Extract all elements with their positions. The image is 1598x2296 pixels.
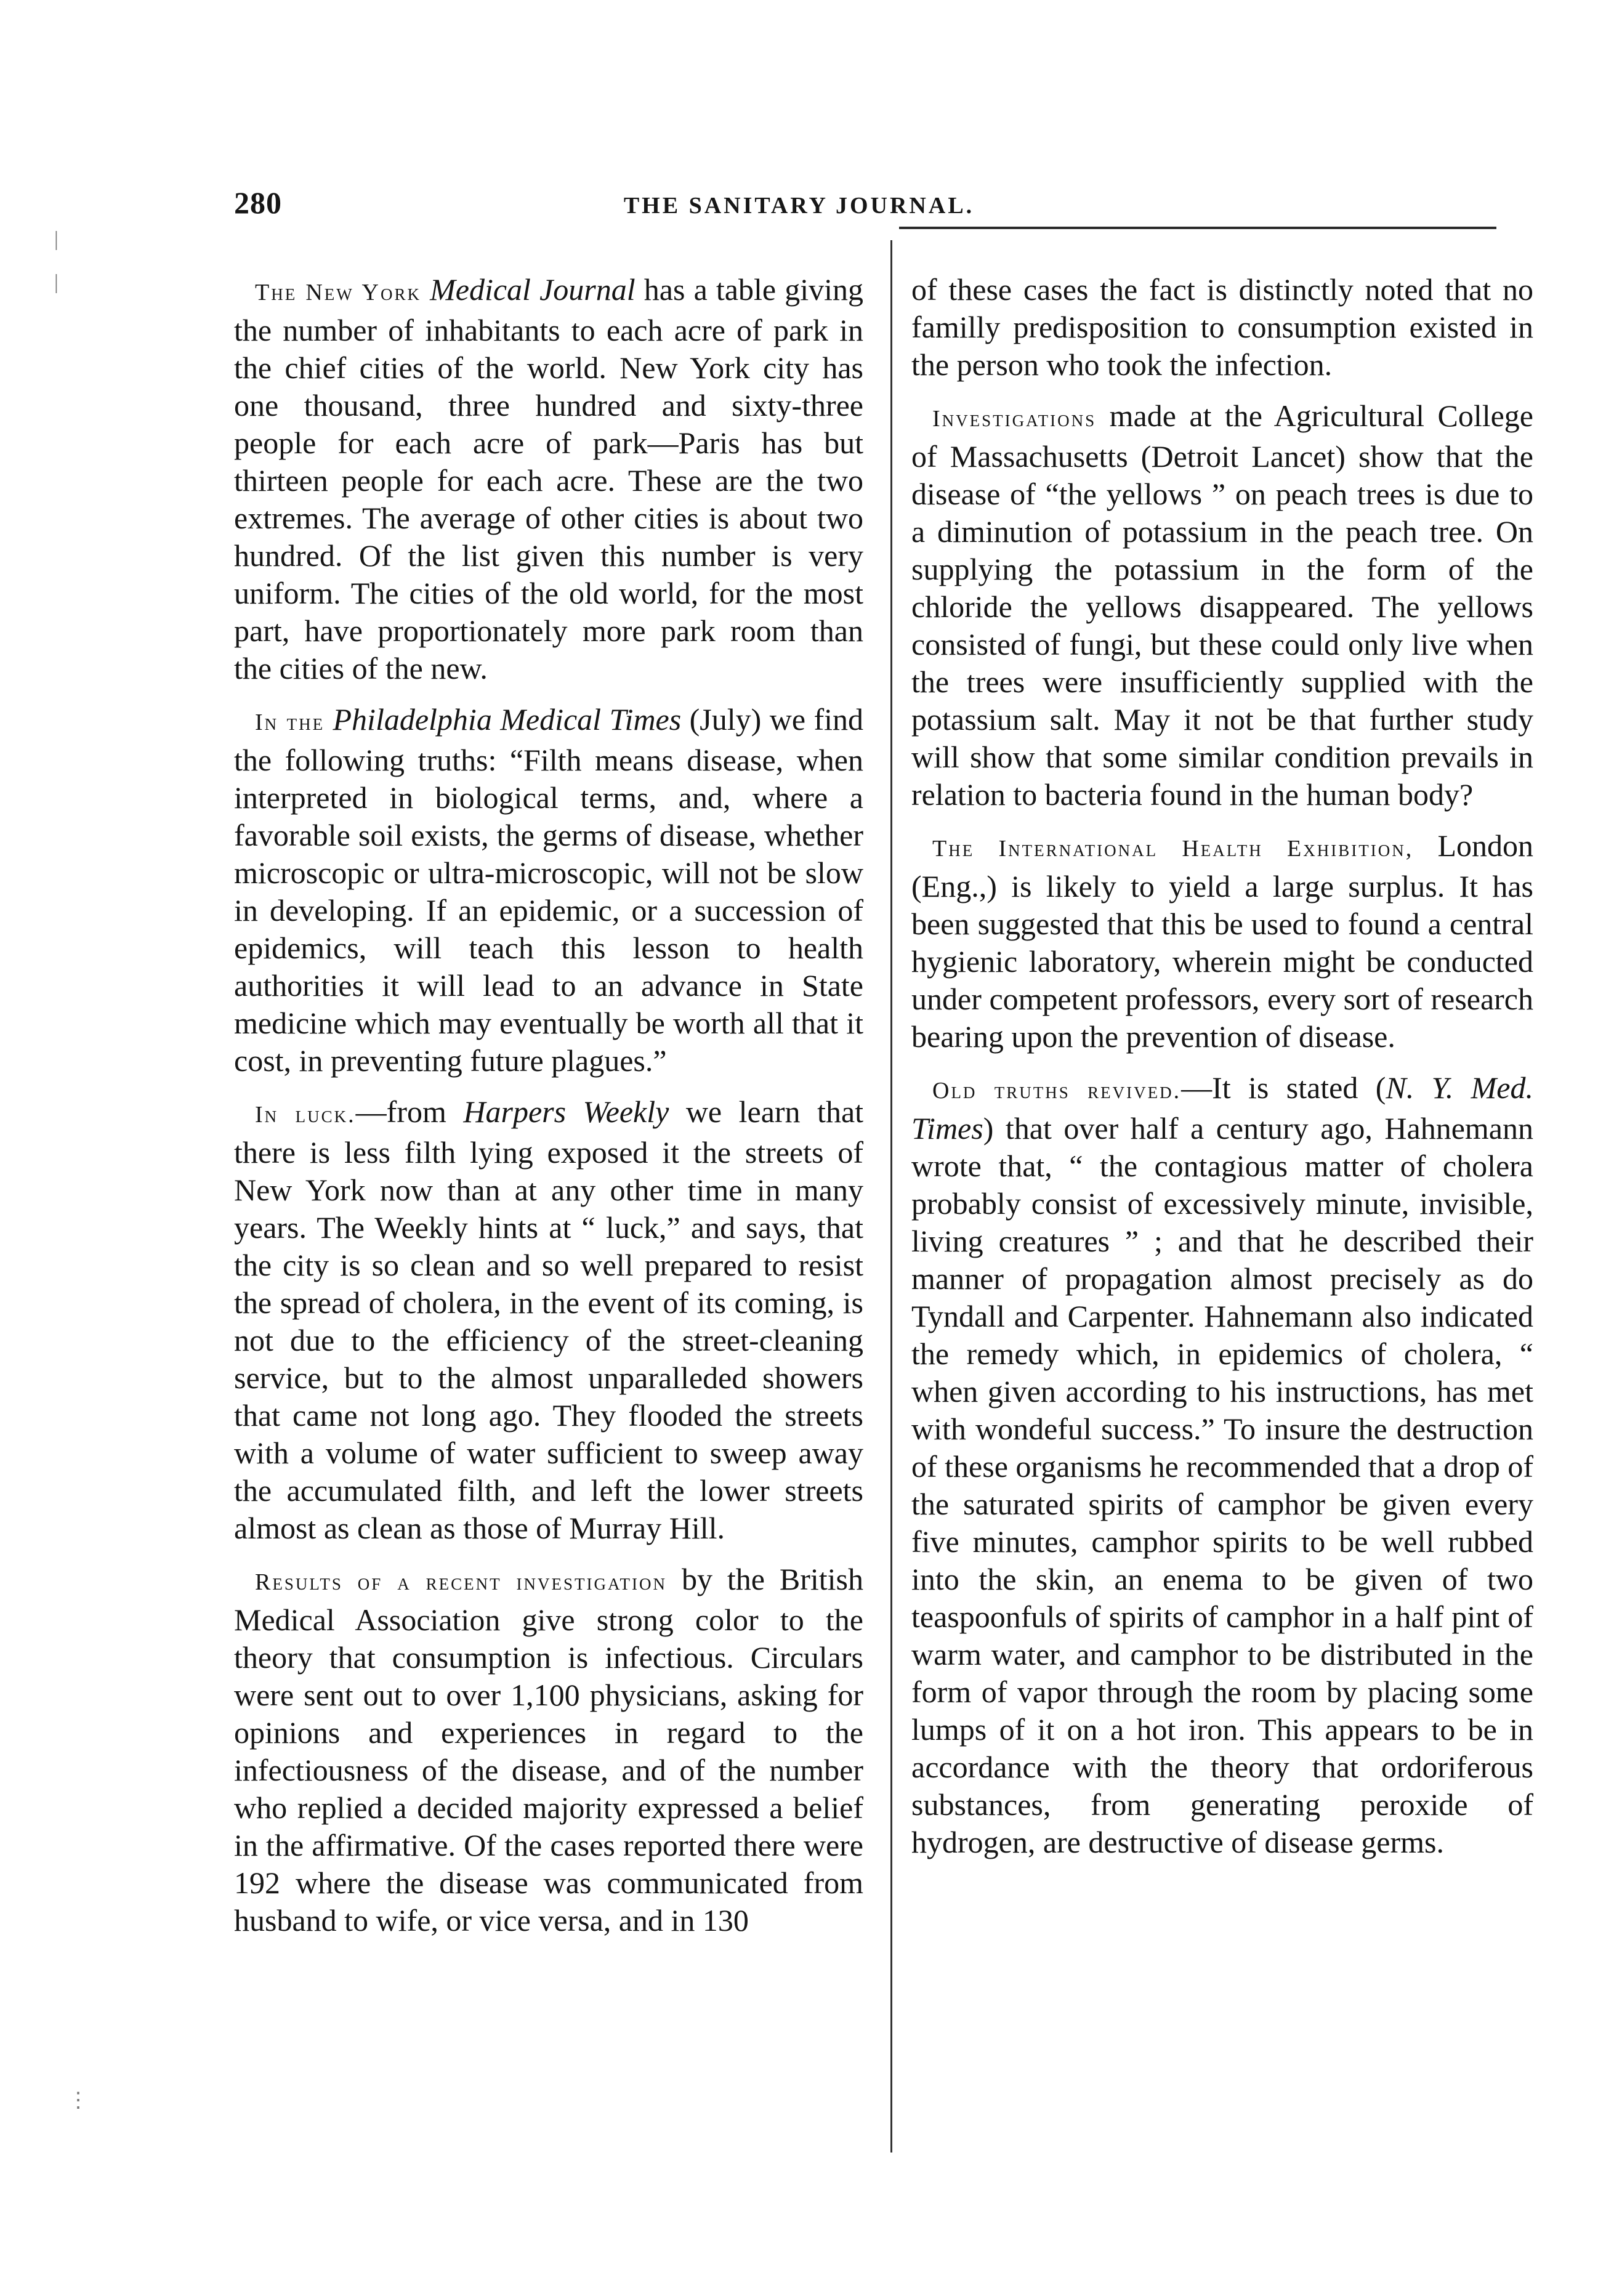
journal-title: N. Y. Med. Times — [911, 1070, 1533, 1146]
paragraph-lead: In luck. — [255, 1102, 356, 1128]
paragraph-lead: Old truths revived. — [932, 1078, 1182, 1104]
journal-title: Harpers Weekly — [463, 1094, 669, 1129]
right-column — [911, 271, 1533, 1875]
paragraph-in-luck — [234, 1093, 863, 1547]
column-divider — [890, 240, 892, 2152]
paragraph-lead: The International Health Exhibition, — [932, 836, 1414, 862]
paragraph-text: of these cases the fact is distinctly noted that no familly predisposition to consumption existed in the person who took the infection. — [911, 272, 1533, 382]
paragraph-park-inhabitants — [234, 271, 863, 687]
paragraph-continuation — [911, 271, 1533, 384]
paragraph-text: we learn that there is less filth lying exposed it the streets of New York now than at any other time in many years. The Weekly hints at “ luck,” and says, that the city is so clean and so well prepared to resist the spread of cholera, in the event of its coming, is not due to the efficiency of the street-cleaning service, but to the almost unparalleded showers that came not long ago. They flooded the streets with a volume of water sufficient to sweep away the accumulated filth, and left the lower streets almost as clean as those of Murray Hill. — [234, 1094, 864, 1545]
paragraph-text: by the British Medical Association give strong color to the theory that consumption is infectious. Circulars were sent out to over 1,100 physicians, asking for opinions and experiences in regard to the infectiousness of the disease, and of the number who replied a decided majority expressed a belief in the affirmative. Of the cases reported there were 192 where the disease was communicated from husband to wife, or vice versa, and in 130 — [234, 1562, 864, 1938]
margin-tick: | — [54, 228, 59, 251]
journal-title: Medical Journal — [430, 272, 636, 307]
header-rule — [899, 227, 1496, 229]
paragraph-old-truths — [911, 1069, 1533, 1861]
margin-tick: | — [54, 271, 59, 294]
paragraph-intro: —It is stated ( — [1181, 1070, 1386, 1105]
paragraph-intro: —from — [355, 1094, 446, 1129]
page-number: 280 — [234, 185, 282, 220]
paragraph-peach-yellows — [911, 397, 1533, 814]
paragraph-text: made at the Agricultural College of Massachusetts (Detroit Lancet) show that the disease of “the yellows ” on peach trees is due to a diminution of potassium in the peach tree. On supplying the potassium in the form of the chloride the yellows disappeared. The yellows consisted of fungi, but these could only live when the trees were insufficiently supplied with the potassium salt. May it not be that further study will show that some similar condition prevails in relation to bacteria found in the human body? — [911, 398, 1533, 812]
paragraph-text: London (Eng.,) is likely to yield a large surplus. It has been suggested that this be used to found a central hygienic laboratory, wherein might be conducted under competent professors, every sort of research bearing upon the prevention of disease. — [911, 828, 1533, 1054]
left-column — [234, 271, 863, 1953]
paragraph-text: has a table giving the number of inhabitants to each acre of park in the chief cities of the world. New York city has one thousand, three hundred and sixty-three people for each acre of park—Paris has but thirteen people for each acre. These are the two extremes. The average of other cities is about two hundred. Of the list given this number is very uniform. The cities of the old world, for the most part, have proportionately more park room than the cities of the new. — [234, 272, 864, 685]
paragraph-filth-disease — [234, 701, 863, 1080]
paragraph-lead: Investigations — [932, 406, 1097, 432]
paragraph-lead: Results of a recent investigation — [255, 1569, 668, 1595]
journal-title: Philadelphia Medical Times — [333, 702, 682, 737]
margin-tick: ⋮ — [68, 2089, 89, 2112]
paragraph-lead: In the — [255, 709, 325, 735]
paragraph-text: (July) we find the following truths: “Filth means disease, when interpreted in biological terms, and, where a favorable soil exists, the germs of disease, whether microscopic or ultra-microscopic, will not be slow in developing. If an epidemic, or a succession of epidemics, will teach this lesson to health authorities it will lead to an advance in State medicine which may eventually be worth all that it cost, in preventing future plagues.” — [234, 702, 863, 1078]
paragraph-consumption-investigation — [234, 1561, 863, 1939]
paragraph-text: ) that over half a century ago, Hahnemann wrote that, “ the contagious matter of cholera probably consist of excessively minute, invisible, living creatures ” ; and that he described their manner of propagation almost precisely as do Tyndall and Carpenter. Hahnemann also indicated the remedy which, in epidemics of cholera, “ when given according to his instructions, has met with wondeful success.” To insure the destruction of these organisms he recommended that a drop of the saturated spirits of camphor be given every five minutes, camphor spirits to be well rubbed into the skin, an enema to be given of two teaspoonfuls of spirits of camphor in a half pint of warm water, and camphor to be distributed in the form of vapor through the room by placing some lumps of it on a hot iron. This appears to be in accordance with the theory that ordoriferous substances, from generating peroxide of hydrogen, are destructive of disease germs. — [911, 1111, 1533, 1859]
paragraph-health-exhibition — [911, 827, 1533, 1056]
paragraph-lead: The New York — [255, 280, 421, 305]
running-head: THE SANITARY JOURNAL. — [623, 193, 975, 219]
